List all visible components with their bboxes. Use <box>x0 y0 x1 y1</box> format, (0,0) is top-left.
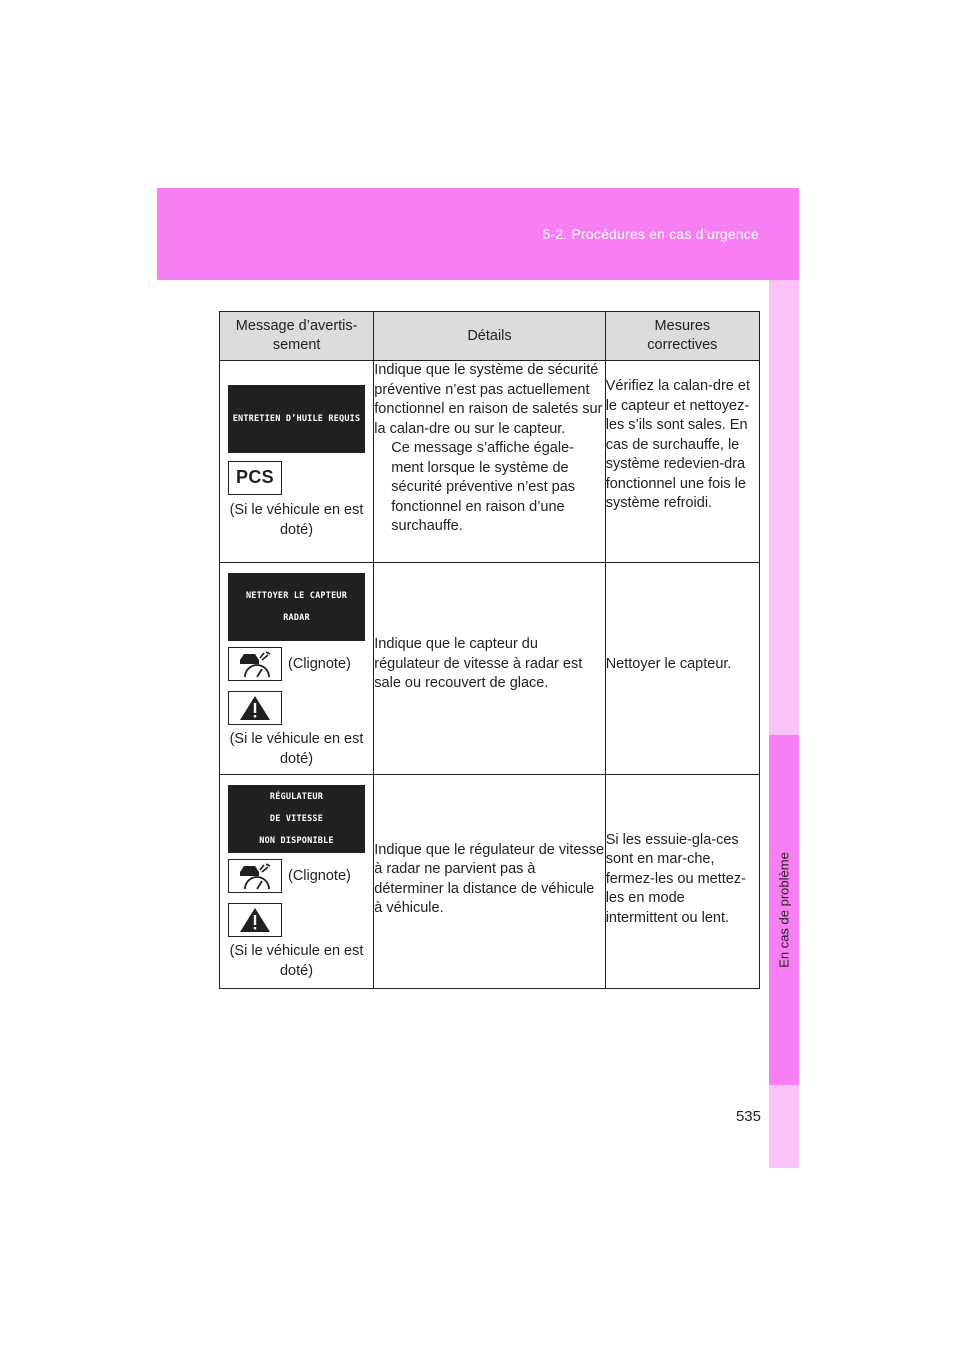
pcs-indicator-label: PCS <box>236 467 274 488</box>
page-number: 535 <box>735 1108 761 1125</box>
chapter-title: En cas de problème <box>776 852 792 968</box>
details-note: Ce message s’affiche égale-ment lorsque le système de sécurité préventive n’est pas fonctionnel en raison d’une surchauffe. <box>391 440 576 534</box>
details-text: Indique que le capteur du régulateur de vitesse à radar est sale ou recouvert de glace. <box>374 636 583 692</box>
chapter-side-tab <box>769 280 799 1228</box>
section-title: 5-2. Procédures en cas d’urgence <box>542 226 759 242</box>
header-band <box>157 188 799 280</box>
remedy-text: Vérifiez la calan-dre et le capteur et nettoyez-les s’ils sont sales. En cas de surchauffe, le système redevien-dra fonctionnel une fois le système refroidi. <box>605 378 750 511</box>
header-details: Détails <box>374 312 605 361</box>
remedy-cell <box>605 775 759 989</box>
car-gauge-icon <box>235 862 275 890</box>
table-header-row <box>220 312 760 361</box>
table-row <box>220 361 760 563</box>
radar-cruise-icon <box>228 859 282 893</box>
chapter-number: 5 <box>780 1213 788 1228</box>
caption-equipped: (Si le véhicule en est doté) <box>229 502 364 538</box>
blink-label: (Clignote) <box>288 868 351 884</box>
table-row <box>220 563 760 775</box>
remedy-cell <box>605 563 759 775</box>
details-text: Indique que le système de sécurité préventive n’est pas actuellement fonctionnel en raison de saletés sur la calan-dre ou sur le capteur. <box>374 362 603 437</box>
warning-triangle-icon <box>228 903 282 937</box>
caption-equipped: (Si le véhicule en est doté) <box>229 731 364 767</box>
remedy-text: Si les essuie-gla-ces sont en mar-che, fermez-les ou mettez-les en mode intermittent ou lent. <box>605 831 746 926</box>
display-screen: RÉGULATEUR DE VITESSE NON DISPONIBLE <box>228 785 365 853</box>
details-cell <box>374 563 605 775</box>
warning-triangle-icon <box>228 691 282 725</box>
details-cell <box>374 361 605 563</box>
remedy-cell <box>605 361 759 563</box>
message-cell <box>220 361 374 563</box>
details-text: Indique que le régulateur de vitesse à radar ne parvient pas à déterminer la distance de véhicule à véhicule. <box>374 841 605 916</box>
display-screen: NETTOYER LE CAPTEUR RADAR <box>228 573 365 641</box>
warning-messages-table <box>219 311 760 989</box>
car-gauge-icon <box>235 650 275 678</box>
caption-equipped: (Si le véhicule en est doté) <box>229 943 364 979</box>
message-cell <box>220 775 374 989</box>
details-cell <box>374 775 605 989</box>
pcs-indicator-icon <box>228 461 282 495</box>
message-cell <box>220 563 374 775</box>
remedy-text: Nettoyer le capteur. <box>605 655 732 672</box>
header-message: Message d’avertis- sement <box>220 312 374 361</box>
radar-cruise-icon <box>228 647 282 681</box>
table-row <box>220 775 760 989</box>
header-remedy: Mesures correctives <box>605 312 759 361</box>
blink-label: (Clignote) <box>288 656 351 672</box>
display-screen: ENTRETIEN D’HUILE REQUIS <box>228 385 365 453</box>
